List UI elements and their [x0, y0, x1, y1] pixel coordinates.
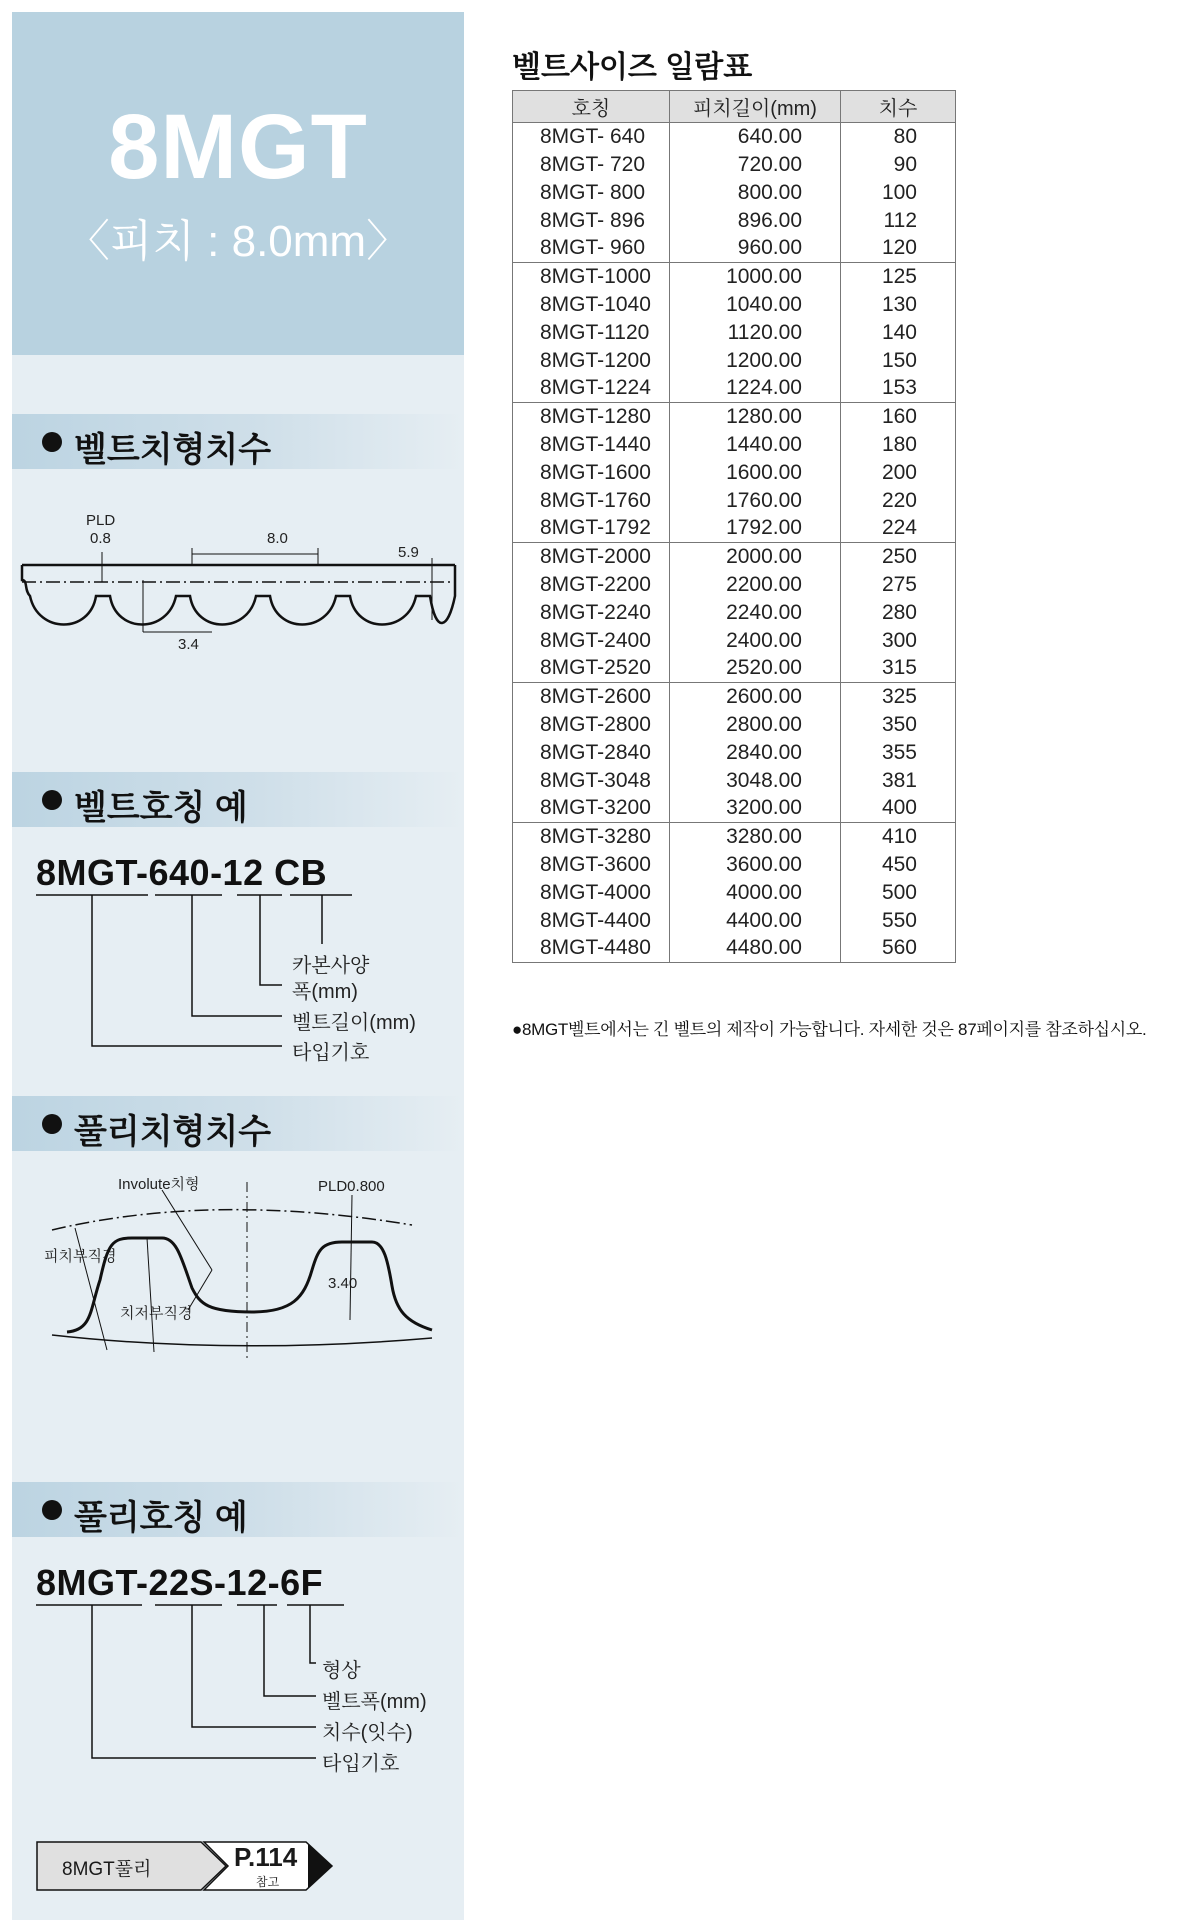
cell-designation: 8MGT-3600 — [513, 851, 670, 879]
pitch-value: 8.0 — [267, 530, 288, 547]
cell-pitch-length: 2600.00 — [670, 683, 841, 711]
bullet-icon — [42, 1500, 62, 1520]
cell-designation: 8MGT-3048 — [513, 767, 670, 795]
cell-designation: 8MGT- 896 — [513, 207, 670, 235]
cell-teeth: 275 — [841, 571, 956, 599]
table-row — [513, 683, 956, 711]
cell-designation: 8MGT- 800 — [513, 179, 670, 207]
belt-size-table — [512, 90, 956, 963]
cell-teeth: 410 — [841, 823, 956, 851]
cell-designation: 8MGT-1600 — [513, 459, 670, 487]
cell-pitch-length: 2200.00 — [670, 571, 841, 599]
cell-designation: 8MGT-2800 — [513, 711, 670, 739]
cell-teeth: 355 — [841, 739, 956, 767]
cell-pitch-length: 4400.00 — [670, 907, 841, 935]
cell-teeth: 500 — [841, 879, 956, 907]
table-row — [513, 571, 956, 599]
cell-designation: 8MGT-1760 — [513, 487, 670, 515]
reference-note: 참고 — [256, 1875, 280, 1889]
table-row — [513, 515, 956, 543]
table-row — [513, 711, 956, 739]
footnote: ●8MGT벨트에서는 긴 벨트의 제작이 가능합니다. 자세한 것은 87페이지를 참조하십시오. — [512, 1020, 1147, 1039]
cell-designation: 8MGT-2600 — [513, 683, 670, 711]
cell-designation: 8MGT-1040 — [513, 291, 670, 319]
table-row — [513, 291, 956, 319]
pulley-pld-label: PLD0.800 — [318, 1178, 385, 1195]
cell-designation: 8MGT-1792 — [513, 515, 670, 543]
pulley-code: 8MGT-22S-12-6F — [36, 1562, 324, 1603]
cell-designation: 8MGT-1000 — [513, 263, 670, 291]
cell-designation: 8MGT- 640 — [513, 123, 670, 151]
table-row — [513, 319, 956, 347]
section-belt-code — [12, 772, 464, 827]
pulley-code-label-shape: 형상 — [322, 1660, 361, 1682]
cell-pitch-length: 1040.00 — [670, 291, 841, 319]
cell-pitch-length: 1224.00 — [670, 375, 841, 403]
header-pitch-length: 피치길이(mm) — [670, 91, 841, 123]
belt-code-label-type: 타입기호 — [292, 1042, 370, 1064]
cell-designation: 8MGT-2200 — [513, 571, 670, 599]
table-row — [513, 599, 956, 627]
table-row — [513, 823, 956, 851]
cell-teeth: 112 — [841, 207, 956, 235]
cell-teeth: 180 — [841, 431, 956, 459]
cell-teeth: 125 — [841, 263, 956, 291]
cell-teeth: 200 — [841, 459, 956, 487]
table-row — [513, 487, 956, 515]
cell-teeth: 224 — [841, 515, 956, 543]
cell-pitch-length: 1120.00 — [670, 319, 841, 347]
cell-teeth: 90 — [841, 151, 956, 179]
cell-teeth: 315 — [841, 655, 956, 683]
cell-pitch-length: 4480.00 — [670, 935, 841, 963]
cell-pitch-length: 1000.00 — [670, 263, 841, 291]
belt-code-label-carbon: 카본사양 — [292, 955, 370, 977]
cell-teeth: 220 — [841, 487, 956, 515]
cell-pitch-length: 1200.00 — [670, 347, 841, 375]
table-row — [513, 235, 956, 263]
cell-teeth: 160 — [841, 403, 956, 431]
section-belt-tooth — [12, 414, 464, 469]
table-title: 벨트사이즈 일람표 — [512, 51, 753, 84]
pulley-code-label-type: 타입기호 — [322, 1753, 400, 1775]
pulley-depth-label: 3.40 — [328, 1275, 358, 1292]
cell-pitch-length: 720.00 — [670, 151, 841, 179]
table-row — [513, 263, 956, 291]
header-teeth: 치수 — [841, 91, 956, 123]
cell-designation: 8MGT-2520 — [513, 655, 670, 683]
pulley-code-label-width: 벨트폭(mm) — [322, 1691, 427, 1713]
pld-label: PLD — [86, 512, 116, 529]
cell-pitch-length: 1760.00 — [670, 487, 841, 515]
cell-pitch-length: 640.00 — [670, 123, 841, 151]
cell-designation: 8MGT-2400 — [513, 627, 670, 655]
bullet-icon — [42, 1114, 62, 1134]
table-row — [513, 627, 956, 655]
table-row — [513, 347, 956, 375]
cell-teeth: 300 — [841, 627, 956, 655]
cell-teeth: 100 — [841, 179, 956, 207]
table-row — [513, 123, 956, 151]
table-row — [513, 151, 956, 179]
table-row — [513, 795, 956, 823]
cell-designation: 8MGT-4480 — [513, 935, 670, 963]
cell-pitch-length: 4000.00 — [670, 879, 841, 907]
table-row — [513, 375, 956, 403]
cell-pitch-length: 960.00 — [670, 235, 841, 263]
table-row — [513, 739, 956, 767]
table-row — [513, 655, 956, 683]
cell-pitch-length: 2000.00 — [670, 543, 841, 571]
cell-teeth: 350 — [841, 711, 956, 739]
section-title: 풀리치형치수 — [74, 1113, 272, 1151]
table-row — [513, 907, 956, 935]
belt-tooth-diagram — [12, 520, 464, 640]
cell-designation: 8MGT-1224 — [513, 375, 670, 403]
cell-teeth: 325 — [841, 683, 956, 711]
cell-teeth: 153 — [841, 375, 956, 403]
pitch-diameter-label: 피치부직경 — [44, 1248, 117, 1265]
cell-designation: 8MGT-2240 — [513, 599, 670, 627]
height-value: 5.9 — [398, 544, 419, 561]
pitch-subtitle: 〈피치 : 8.0mm〉 — [65, 217, 411, 266]
cell-designation: 8MGT- 720 — [513, 151, 670, 179]
section-title: 풀리호칭 예 — [74, 1499, 248, 1537]
cell-teeth: 400 — [841, 795, 956, 823]
cell-teeth: 150 — [841, 347, 956, 375]
pulley-tooth-diagram — [12, 1170, 464, 1360]
cell-pitch-length: 2840.00 — [670, 739, 841, 767]
cell-teeth: 560 — [841, 935, 956, 963]
cell-pitch-length: 2520.00 — [670, 655, 841, 683]
cell-designation: 8MGT-4400 — [513, 907, 670, 935]
belt-code-label-width: 폭(mm) — [292, 981, 358, 1003]
cell-pitch-length: 1792.00 — [670, 515, 841, 543]
table-header-row — [513, 91, 956, 123]
cell-designation: 8MGT-3200 — [513, 795, 670, 823]
cell-pitch-length: 800.00 — [670, 179, 841, 207]
table-row — [513, 431, 956, 459]
section-pulley-code — [12, 1482, 464, 1537]
cell-teeth: 280 — [841, 599, 956, 627]
cell-teeth: 140 — [841, 319, 956, 347]
section-title: 벨트치형치수 — [74, 431, 272, 469]
cell-designation: 8MGT- 960 — [513, 235, 670, 263]
table-row — [513, 403, 956, 431]
cell-designation: 8MGT-1280 — [513, 403, 670, 431]
bullet-icon — [42, 432, 62, 452]
section-pulley-tooth — [12, 1096, 464, 1151]
reference-label: 8MGT풀리 — [62, 1859, 152, 1880]
cell-designation: 8MGT-1440 — [513, 431, 670, 459]
table-body — [513, 123, 956, 963]
cell-pitch-length: 1280.00 — [670, 403, 841, 431]
cell-teeth: 80 — [841, 123, 956, 151]
table-row — [513, 767, 956, 795]
cell-pitch-length: 896.00 — [670, 207, 841, 235]
reference-page[interactable]: P.114 — [234, 1842, 298, 1872]
table-row — [513, 543, 956, 571]
pulley-code-label-teeth: 치수(잇수) — [322, 1722, 413, 1744]
cell-designation: 8MGT-1120 — [513, 319, 670, 347]
belt-code-label-length: 벨트길이(mm) — [292, 1012, 416, 1034]
cell-designation: 8MGT-4000 — [513, 879, 670, 907]
cell-teeth: 550 — [841, 907, 956, 935]
cell-teeth: 250 — [841, 543, 956, 571]
cell-teeth: 381 — [841, 767, 956, 795]
table-row — [513, 207, 956, 235]
cell-pitch-length: 2400.00 — [670, 627, 841, 655]
root-diameter-label: 치저부직경 — [120, 1305, 193, 1322]
cell-pitch-length: 1600.00 — [670, 459, 841, 487]
cell-pitch-length: 3200.00 — [670, 795, 841, 823]
section-title: 벨트호칭 예 — [74, 789, 248, 827]
pld-value: 0.8 — [90, 530, 111, 547]
cell-teeth: 130 — [841, 291, 956, 319]
table-row — [513, 879, 956, 907]
involute-label: Involute치형 — [118, 1176, 200, 1193]
product-title: 8MGT — [108, 96, 368, 198]
belt-code: 8MGT-640-12 CB — [36, 852, 328, 893]
cell-pitch-length: 2240.00 — [670, 599, 841, 627]
table-row — [513, 851, 956, 879]
cell-designation: 8MGT-1200 — [513, 347, 670, 375]
cell-pitch-length: 3600.00 — [670, 851, 841, 879]
table-row — [513, 459, 956, 487]
cell-designation: 8MGT-3280 — [513, 823, 670, 851]
depth-value: 3.4 — [178, 636, 199, 653]
bullet-icon — [42, 790, 62, 810]
cell-designation: 8MGT-2840 — [513, 739, 670, 767]
table-row — [513, 179, 956, 207]
cell-teeth: 450 — [841, 851, 956, 879]
cell-pitch-length: 1440.00 — [670, 431, 841, 459]
cell-pitch-length: 2800.00 — [670, 711, 841, 739]
table-row — [513, 935, 956, 963]
cell-designation: 8MGT-2000 — [513, 543, 670, 571]
cell-pitch-length: 3048.00 — [670, 767, 841, 795]
cell-pitch-length: 3280.00 — [670, 823, 841, 851]
header-designation: 호칭 — [513, 91, 670, 123]
cell-teeth: 120 — [841, 235, 956, 263]
